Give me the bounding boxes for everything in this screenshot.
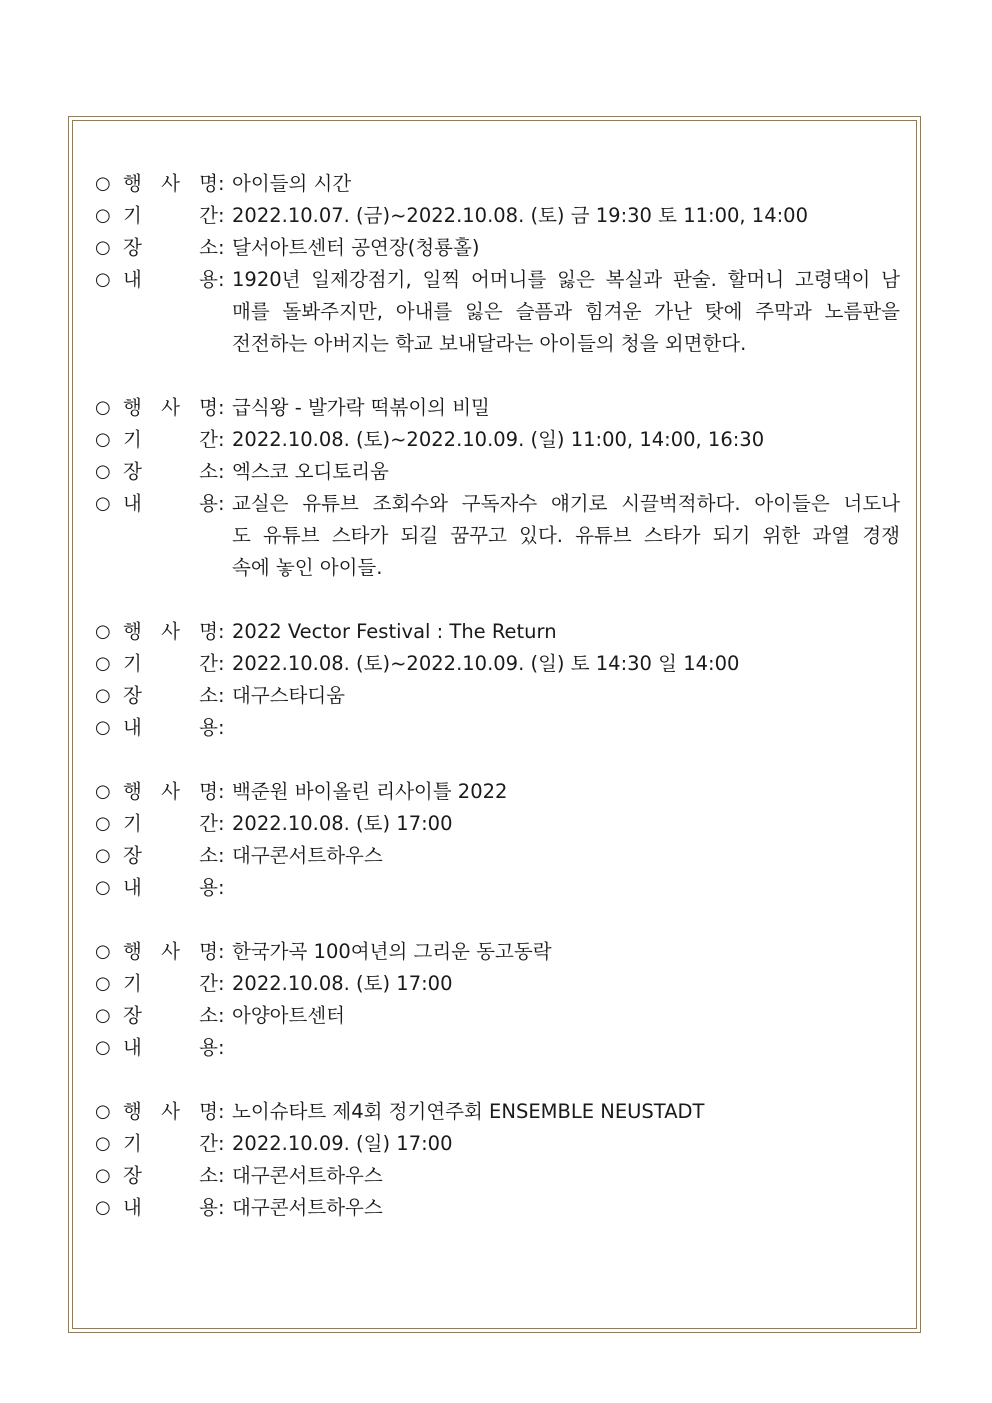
event-name: 급식왕 - 발가락 떡볶이의 비밀	[232, 396, 490, 419]
circle-bullet-icon: ○	[95, 397, 111, 418]
field-label-char: 행	[123, 620, 142, 643]
event-period: 2022.10.09. (일) 17:00	[232, 1132, 453, 1155]
field-label-name	[123, 776, 218, 808]
event-block	[95, 776, 900, 904]
circle-bullet-icon: ○	[95, 1133, 111, 1154]
field-colon: :	[218, 876, 225, 899]
field-label-place	[123, 680, 218, 712]
field-label-char: 명	[199, 172, 218, 195]
field-label-char: 행	[123, 940, 142, 963]
event-name: 노이슈타트 제4회 정기연주회 ENSEMBLE NEUSTADT	[232, 1100, 705, 1123]
field-label-content	[123, 872, 218, 904]
event-place-row	[95, 456, 900, 488]
field-label-char: 장	[123, 1164, 142, 1187]
field-label-char: 행	[123, 780, 142, 803]
field-label-content	[123, 488, 218, 520]
circle-bullet-icon: ○	[95, 429, 111, 450]
circle-bullet-icon: ○	[95, 877, 111, 898]
event-place: 대구콘서트하우스	[232, 1164, 383, 1187]
field-label-char: 장	[123, 236, 142, 259]
field-label-char: 용	[199, 876, 218, 899]
circle-bullet-icon: ○	[95, 621, 111, 642]
circle-bullet-icon: ○	[95, 493, 111, 514]
event-period-row	[95, 200, 900, 232]
field-label-char: 기	[123, 652, 142, 675]
field-colon: :	[218, 1036, 225, 1059]
field-label-content	[123, 1032, 218, 1064]
field-label-content	[123, 712, 218, 744]
event-period-row	[95, 424, 900, 456]
event-name-row	[95, 776, 900, 808]
circle-bullet-icon: ○	[95, 1197, 111, 1218]
field-label-content	[123, 264, 218, 296]
event-period: 2022.10.07. (금)~2022.10.08. (토) 금 19:30 토 11:00, 14:00	[232, 204, 808, 227]
field-label-char: 기	[123, 812, 142, 835]
field-colon: :	[218, 1196, 225, 1219]
event-name-row	[95, 1096, 900, 1128]
field-label-char: 용	[199, 716, 218, 739]
field-colon: :	[218, 1132, 225, 1155]
event-period-row	[95, 968, 900, 1000]
field-colon: :	[218, 812, 225, 835]
field-label-char: 간	[199, 652, 218, 675]
field-colon: :	[218, 268, 225, 291]
event-content	[232, 264, 900, 360]
field-label-char: 사	[161, 1100, 180, 1123]
field-colon: :	[218, 428, 225, 451]
field-label-char: 장	[123, 844, 142, 867]
field-label-char: 소	[199, 236, 218, 259]
event-content	[232, 488, 900, 584]
field-label-char: 장	[123, 1004, 142, 1027]
field-label-place	[123, 1160, 218, 1192]
field-colon: :	[218, 780, 225, 803]
field-label-char: 소	[199, 460, 218, 483]
circle-bullet-icon: ○	[95, 973, 111, 994]
field-label-period	[123, 1128, 218, 1160]
circle-bullet-icon: ○	[95, 685, 111, 706]
field-label-char: 사	[161, 172, 180, 195]
circle-bullet-icon: ○	[95, 173, 111, 194]
event-content-row	[95, 712, 900, 744]
field-label-char: 내	[123, 268, 142, 291]
circle-bullet-icon: ○	[95, 717, 111, 738]
field-label-char: 간	[199, 812, 218, 835]
field-label-char: 간	[199, 1132, 218, 1155]
field-label-char: 소	[199, 1164, 218, 1187]
field-label-place	[123, 232, 218, 264]
event-name: 아이들의 시간	[232, 172, 352, 195]
field-label-name	[123, 616, 218, 648]
event-period: 2022.10.08. (토) 17:00	[232, 812, 453, 835]
event-period-row	[95, 1128, 900, 1160]
circle-bullet-icon: ○	[95, 1037, 111, 1058]
field-label-period	[123, 424, 218, 456]
circle-bullet-icon: ○	[95, 237, 111, 258]
field-colon: :	[218, 460, 225, 483]
event-content-row	[95, 1032, 900, 1064]
field-label-char: 명	[199, 620, 218, 643]
circle-bullet-icon: ○	[95, 205, 111, 226]
event-period: 2022.10.08. (토)~2022.10.09. (일) 11:00, 14:00, 16:30	[232, 428, 765, 451]
field-label-char: 용	[199, 1036, 218, 1059]
event-place: 엑스코 오디토리움	[232, 460, 389, 483]
field-colon: :	[218, 236, 225, 259]
event-place: 대구콘서트하우스	[232, 844, 383, 867]
field-label-period	[123, 648, 218, 680]
circle-bullet-icon: ○	[95, 845, 111, 866]
circle-bullet-icon: ○	[95, 1165, 111, 1186]
field-label-char: 행	[123, 396, 142, 419]
field-label-char: 소	[199, 844, 218, 867]
field-label-place	[123, 1000, 218, 1032]
event-list	[95, 168, 900, 1256]
field-label-period	[123, 200, 218, 232]
event-period-row	[95, 648, 900, 680]
field-label-char: 명	[199, 396, 218, 419]
content-line: 전전하는 아버지는 학교 보내달라는 아이들의 청을 외면한다.	[232, 332, 747, 355]
field-label-char: 사	[161, 396, 180, 419]
event-block	[95, 168, 900, 360]
field-label-char: 사	[161, 620, 180, 643]
field-label-char: 명	[199, 780, 218, 803]
event-name-row	[95, 392, 900, 424]
field-label-char: 사	[161, 940, 180, 963]
field-label-place	[123, 840, 218, 872]
field-colon: :	[218, 1164, 225, 1187]
circle-bullet-icon: ○	[95, 269, 111, 290]
field-label-char: 소	[199, 1004, 218, 1027]
event-place-row	[95, 840, 900, 872]
field-label-char: 용	[199, 492, 218, 515]
field-colon: :	[218, 396, 225, 419]
event-period-row	[95, 808, 900, 840]
field-label-char: 간	[199, 428, 218, 451]
circle-bullet-icon: ○	[95, 461, 111, 482]
content-line: 도 유튜브 스타가 되길 꿈꾸고 있다. 유튜브 스타가 되기 위한 과열 경쟁	[232, 524, 900, 547]
event-block	[95, 936, 900, 1064]
field-colon: :	[218, 1004, 225, 1027]
field-colon: :	[218, 940, 225, 963]
event-content-row	[95, 264, 900, 360]
event-name: 한국가곡 100여년의 그리운 동고동락	[232, 940, 552, 963]
field-label-char: 명	[199, 1100, 218, 1123]
field-label-content	[123, 1192, 218, 1224]
field-label-char: 기	[123, 1132, 142, 1155]
field-label-period	[123, 808, 218, 840]
field-colon: :	[218, 844, 225, 867]
circle-bullet-icon: ○	[95, 653, 111, 674]
content-line: 1920년 일제강점기, 일찍 어머니를 잃은 복실과 판술. 할머니 고령댁이 남	[232, 268, 900, 291]
event-period: 2022.10.08. (토)~2022.10.09. (일) 토 14:30 일 14:00	[232, 652, 740, 675]
circle-bullet-icon: ○	[95, 941, 111, 962]
field-label-char: 행	[123, 172, 142, 195]
circle-bullet-icon: ○	[95, 781, 111, 802]
event-place: 대구스타디움	[232, 684, 346, 707]
content-line: 속에 놓인 아이들.	[232, 556, 383, 579]
event-place-row	[95, 1160, 900, 1192]
field-label-char: 기	[123, 428, 142, 451]
event-block	[95, 616, 900, 744]
field-label-char: 기	[123, 972, 142, 995]
field-label-period	[123, 968, 218, 1000]
field-label-char: 내	[123, 492, 142, 515]
event-place: 달서아트센터 공연장(청룡홀)	[232, 236, 480, 259]
event-place-row	[95, 1000, 900, 1032]
content-line: 교실은 유튜브 조회수와 구독자수 얘기로 시끌벅적하다. 아이들은 너도나	[232, 492, 900, 515]
content-line: 대구콘서트하우스	[232, 1196, 383, 1219]
event-name-row	[95, 168, 900, 200]
field-colon: :	[218, 620, 225, 643]
event-block	[95, 392, 900, 584]
event-place-row	[95, 680, 900, 712]
field-colon: :	[218, 204, 225, 227]
field-label-char: 용	[199, 268, 218, 291]
field-colon: :	[218, 652, 225, 675]
event-place: 아양아트센터	[232, 1004, 346, 1027]
field-label-char: 행	[123, 1100, 142, 1123]
field-label-char: 용	[199, 1196, 218, 1219]
event-name: 2022 Vector Festival : The Return	[232, 620, 557, 643]
field-label-char: 기	[123, 204, 142, 227]
field-label-char: 내	[123, 1196, 142, 1219]
event-name-row	[95, 936, 900, 968]
event-name: 백준원 바이올린 리사이틀 2022	[232, 780, 508, 803]
field-label-char: 사	[161, 780, 180, 803]
event-content	[232, 1192, 900, 1224]
field-label-name	[123, 168, 218, 200]
field-label-name	[123, 392, 218, 424]
field-label-char: 간	[199, 972, 218, 995]
field-label-name	[123, 936, 218, 968]
circle-bullet-icon: ○	[95, 1005, 111, 1026]
field-label-name	[123, 1096, 218, 1128]
field-colon: :	[218, 972, 225, 995]
event-content-row	[95, 488, 900, 584]
field-label-char: 내	[123, 1036, 142, 1059]
circle-bullet-icon: ○	[95, 813, 111, 834]
field-label-char: 내	[123, 876, 142, 899]
content-line: 매를 돌봐주지만, 아내를 잃은 슬픔과 힘겨운 가난 탓에 주막과 노름판을	[232, 300, 900, 323]
field-colon: :	[218, 172, 225, 195]
event-name-row	[95, 616, 900, 648]
field-label-char: 장	[123, 460, 142, 483]
event-content-row	[95, 1192, 900, 1224]
field-colon: :	[218, 716, 225, 739]
field-label-place	[123, 456, 218, 488]
field-colon: :	[218, 684, 225, 707]
field-label-char: 소	[199, 684, 218, 707]
event-place-row	[95, 232, 900, 264]
event-block	[95, 1096, 900, 1224]
field-label-char: 명	[199, 940, 218, 963]
field-colon: :	[218, 492, 225, 515]
event-content-row	[95, 872, 900, 904]
field-label-char: 장	[123, 684, 142, 707]
circle-bullet-icon: ○	[95, 1101, 111, 1122]
field-colon: :	[218, 1100, 225, 1123]
event-period: 2022.10.08. (토) 17:00	[232, 972, 453, 995]
field-label-char: 내	[123, 716, 142, 739]
field-label-char: 간	[199, 204, 218, 227]
